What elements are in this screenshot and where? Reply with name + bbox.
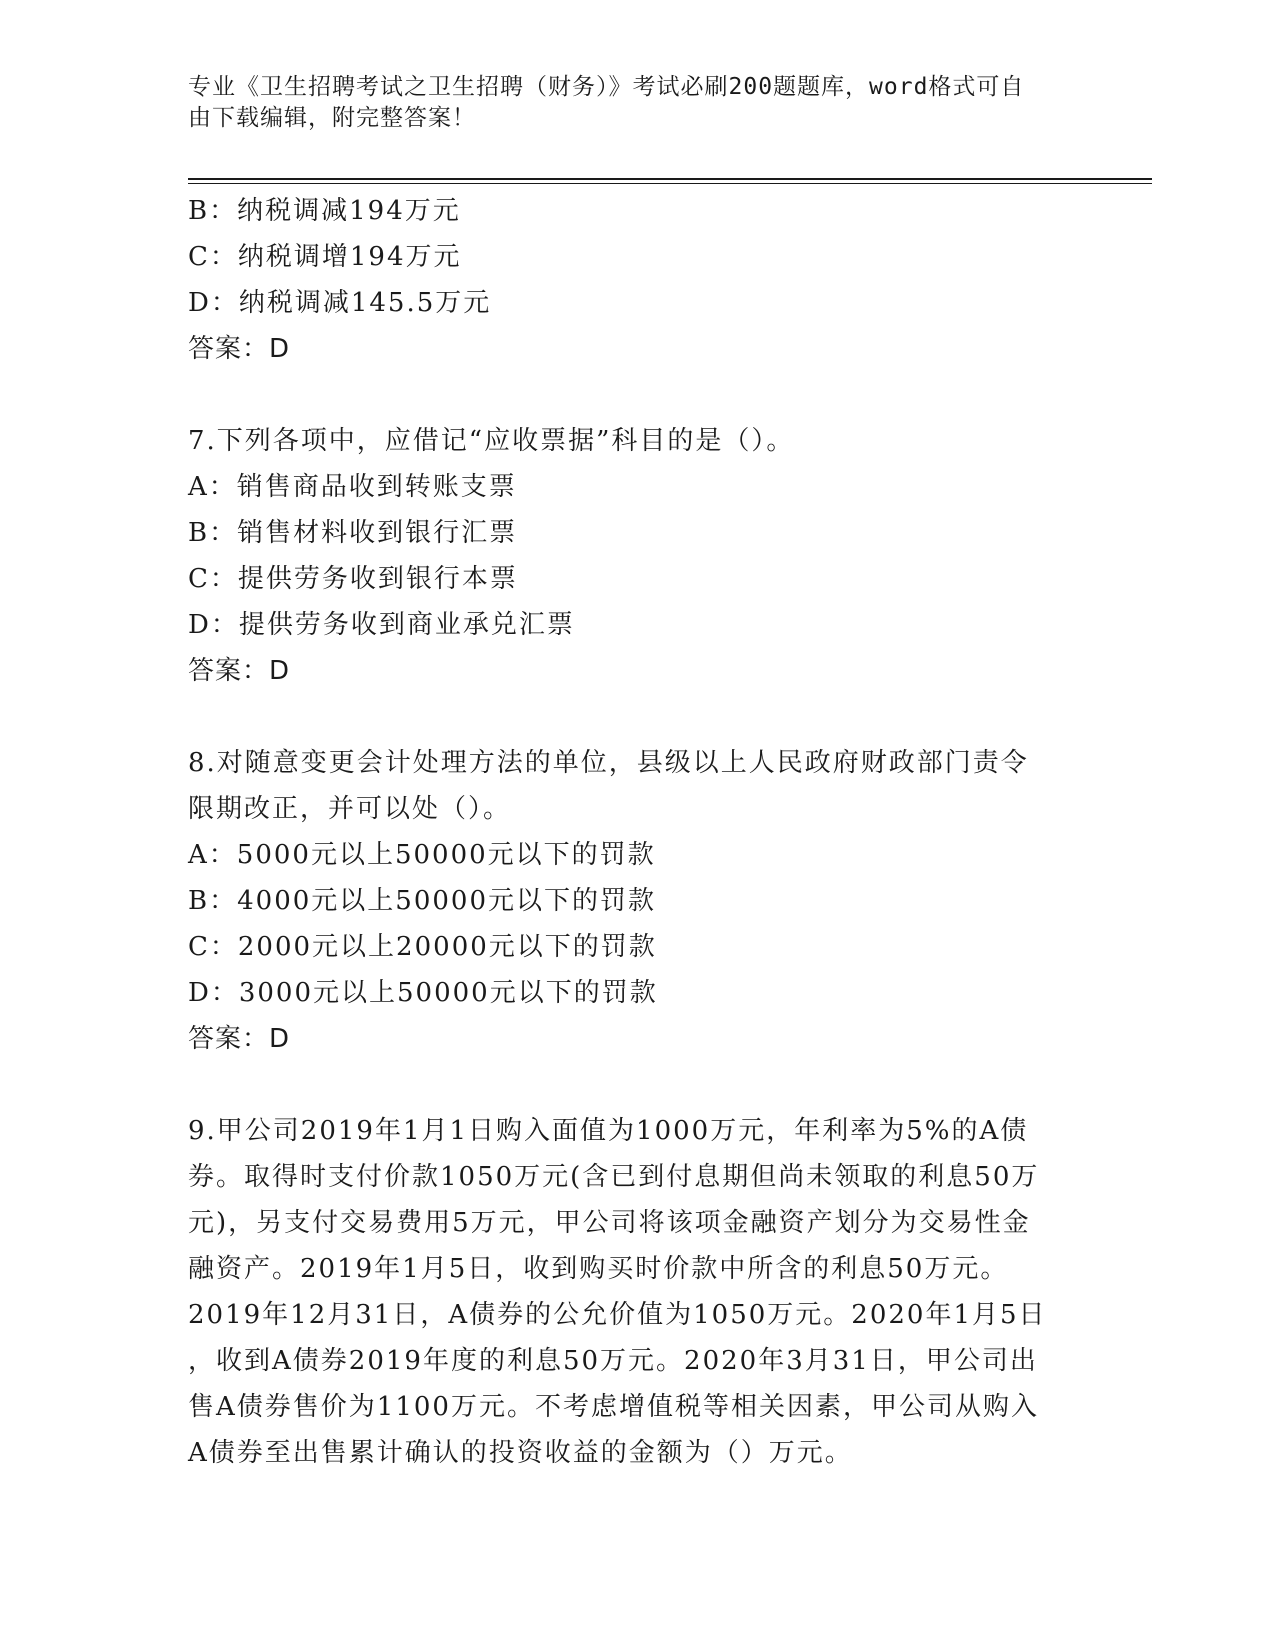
option-a: A：销售商品收到转账支票 [188,472,517,502]
option-d: D：提供劳务收到商业承兑汇票 [188,610,575,640]
question-stem-line-1: 9.甲公司2019年1月1日购入面值为1000万元，年利率为5%的A债 [188,1116,1029,1146]
question-stem-line-1: 8.对随意变更会计处理方法的单位，县级以上人民政府财政部门责令 [188,748,1029,778]
option-c: C：纳税调增194万元 [188,242,462,272]
question-stem-line-3: 元)，另支付交易费用5万元，甲公司将该项金融资产划分为交易性金 [188,1208,1031,1238]
question-stem-line-5: 2019年12月31日，A债券的公允价值为1050万元。2020年1月5日 [188,1300,1047,1330]
question-8 [188,740,1088,1062]
question-6-tail [188,188,1088,372]
answer-line: 答案：D [188,334,291,364]
answer-line: 答案：D [188,656,291,686]
option-d: D：3000元以上50000元以下的罚款 [188,978,658,1008]
option-c: C：提供劳务收到银行本票 [188,564,518,594]
question-stem: 7.下列各项中，应借记“应收票据”科目的是（）。 [188,426,795,456]
option-d: D：纳税调减145.5万元 [188,288,492,318]
option-b: B：销售材料收到银行汇票 [188,518,518,548]
question-stem-line-4: 融资产。2019年1月5日，收到购买时价款中所含的利息50万元。 [188,1254,1009,1284]
question-stem-line-2: 券。取得时支付价款1050万元(含已到付息期但尚未领取的利息50万 [188,1162,1040,1192]
option-a: A：5000元以上50000元以下的罚款 [188,840,656,870]
header-divider-thick [188,178,1152,180]
question-stem-line-2: 限期改正，并可以处（）。 [188,794,512,824]
spacer [188,1062,1088,1108]
header-divider-thin [188,183,1152,184]
option-c: C：2000元以上20000元以下的罚款 [188,932,657,962]
answer-line: 答案：D [188,1024,291,1054]
option-b: B：纳税调减194万元 [188,196,461,226]
document-header [188,72,1068,134]
question-stem-line-8: A债券至出售累计确认的投资收益的金额为（）万元。 [188,1438,853,1468]
header-line-2: 由下载编辑，附完整答案！ [188,105,476,131]
question-stem-line-6: ，收到A债券2019年度的利息50万元。2020年3月31日，甲公司出 [188,1346,1038,1376]
header-line-1: 专业《卫生招聘考试之卫生招聘（财务）》考试必刷200题题库，word格式可自 [188,74,1025,100]
option-b: B：4000元以上50000元以下的罚款 [188,886,656,916]
question-stem-line-7: 售A债券售价为1100万元。不考虑增值税等相关因素，甲公司从购入 [188,1392,1039,1422]
question-9 [188,1108,1088,1476]
spacer [188,694,1088,740]
question-content [188,188,1088,1476]
question-7 [188,418,1088,694]
spacer [188,372,1088,418]
